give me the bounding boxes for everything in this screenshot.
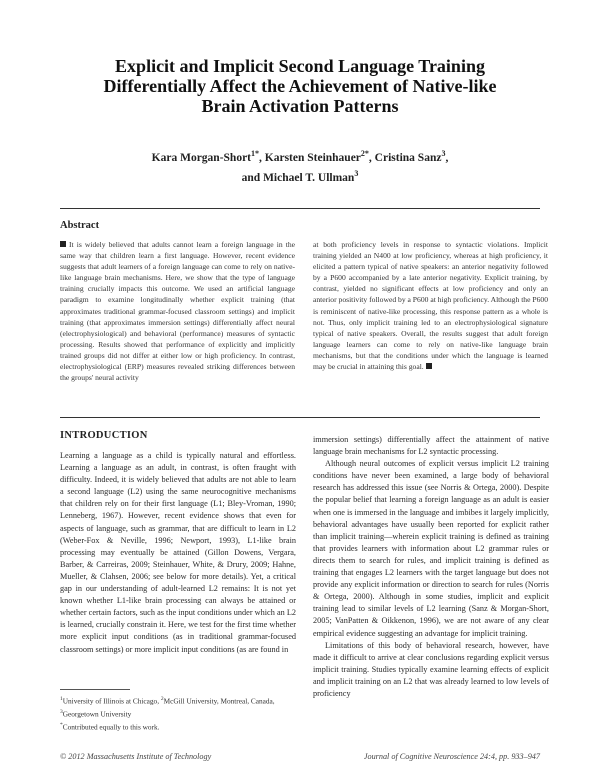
abstract-left-column <box>60 239 295 383</box>
abstract-bottom-rule <box>60 417 540 418</box>
abstract-text-right: at both proficiency levels in response to syntactic violations. Implicit training yielded an N400 at low proficiency, whereas at high proficiency, it elicited a pattern typical of native speakers: an anterior negativity followed by a P600 accompanied by a late anterior negativity. Explicit training, by contrast, yielded no significant effects at low proficiency and only an anterior positivity followed by a P600 at high proficiency. Although the P600 is reminiscent of native-like processing, this response pattern as a whole is not. Thus, only implicit training led to an electrophysiological signature typical of native speakers. Overall, the results suggest that adult foreign language learners can come to rely on native-like language brain mechanisms, but that the conditions under which the language is learned may be crucial in attaining this goal. <box>313 240 548 372</box>
author-name: Cristina Sanz <box>374 151 442 164</box>
introduction-right-column <box>313 434 549 700</box>
author-affiliation-mark: 3 <box>441 149 446 158</box>
contribution-note: Contributed equally to this work. <box>62 722 160 732</box>
abstract-heading: Abstract <box>60 220 100 231</box>
abstract-top-rule <box>60 208 540 209</box>
affiliation-mark: 3 <box>60 709 63 716</box>
abstract-right-column <box>313 239 548 372</box>
introduction-left-column <box>60 450 296 656</box>
body-paragraph: Although neural outcomes of explicit versus implicit L2 training conditions have never been examined, a large body of behavioral research has addressed this issue (see Norris & Ortega, 2000). Despite the popular belief that learning a foreign language as an adult is easier when one is immersed in the language and imbibes it largely implicitly, behavioral advantages have usually been reported for explicit rather than implicit training—wherein explicit training is defined as training that provides learners with information about L2 grammar rules or directs them to search for rules, and implicit training is defined as training that engages L2 learners with the target language but does not provide any explicit information or direction to search for rules (Norris & Ortega, 2000). Although in some studies, implicit and explicit training lead to similar levels of L2 learning (Sanz & Morgan-Short, 2005; VanPatten & Oikkenon, 1996), we are not aware of any clear empirical evidence suggesting an advantage for implicit training. <box>313 459 549 638</box>
affiliation-text: Georgetown University <box>62 709 132 719</box>
author-affiliation-mark: 1* <box>251 149 260 158</box>
abstract-start-marker-icon <box>60 241 66 247</box>
copyright-footer: © 2012 Massachusetts Institute of Technology <box>60 752 212 761</box>
body-paragraph: immersion settings) differentially affect the attainment of native language brain mechanisms for L2 syntactic processing. <box>313 435 549 457</box>
author-affiliation-mark: 3 <box>354 168 359 178</box>
body-paragraph: Limitations of this body of behavioral research, however, have made it difficult to arrive at clear conclusions regarding explicit versus implicit training. Studies typically examine learning effects of explicit and implicit training on an L2 that was already learned to low levels of proficiency <box>313 640 549 698</box>
affiliation-text: McGill University, Montreal, Canada, <box>163 696 275 706</box>
author-list: Kara Morgan-Short$^{1*}$, Karsten Steinhauer$^{2*}$, Cristina Sanz$^3$, and Michael T. Ullman$^3$ <box>151 149 449 184</box>
contribution-mark: * <box>60 722 63 729</box>
author-name: Kara Morgan-Short <box>151 151 252 164</box>
affiliation-mark: 2 <box>160 696 164 702</box>
author-name: Michael T. Ullman <box>263 171 355 184</box>
article-title: Explicit and Implicit Second Language Training Differentially Affect the Achievement of Native-like Brain Activation Patterns <box>103 56 497 116</box>
affiliation-text: University of Illinois at Chicago, <box>62 696 161 706</box>
introduction-heading: INTRODUCTION <box>60 430 148 441</box>
journal-citation-footer: Journal of Cognitive Neuroscience 24:4, pp. 933–947 <box>363 752 540 761</box>
author-name: Karsten Steinhauer <box>264 151 361 164</box>
footnote-rule <box>60 689 130 690</box>
footnote <box>60 694 296 733</box>
author-separator: , <box>259 151 265 164</box>
author-conjunction: and <box>241 171 264 184</box>
author-separator: , <box>368 151 375 164</box>
body-paragraph: Learning a language as a child is typically natural and effortless. Learning a language as an adult, in contrast, is often fraught with difficulty. Indeed, it is widely believed that adults are not able to learn a second language (L2) using the same neurocognitive mechanisms that children rely on for their first language (L1; Bley-Vroman, 1990; Lenneberg, 1967). However, recent evidence shows that even for aspects of language, such as grammar, that are difficult to learn in L2 (Weber-Fox & Neville, 1996; Newport, 1993), L1-like brain processing may eventually be attained (Gillon Dowens, Vergara, Barber, & Carreiras, 2009; Steinhauer, White, & Drury, 2009; Hahne, Mueller, & Clahsen, 2006; see below for more details). Yet, a critical gap in our understanding of adult-learned L2 remains: It is not yet known whether L1-like brain processing can always be attained or whether certain factors, such as the input conditions under which an L2 is learned, crucially constrain it. Here, we test for the first time whether more explicit input conditions (as in traditional grammar-focused classroom settings) or more implicit input conditions (as are found in <box>60 451 296 654</box>
author-affiliation-mark: 2* <box>360 149 369 158</box>
abstract-text-left: It is widely believed that adults cannot learn a foreign language in the same way that children learn a first language. However, recent evidence suggests that adult learners of a foreign language can come to rely on native-like language brain mechanisms. Here, we show that the type of language training crucially impacts this outcome. We used an artificial language paradigm to examine longitudinally whether explicit training (that approximates traditional grammar-focused classroom settings) and implicit training (that approximates immersion settings) differentially affect neural (electrophysiological) and behavioral (performance) measures of syntactic processing. Results showed that performance of explicitly and implicitly trained groups did not differ at either low or high proficiency. In contrast, electrophysiological (ERP) measures revealed striking differences between the groups' neural activity <box>60 240 295 383</box>
affiliation-mark: 1 <box>60 696 63 702</box>
abstract-end-marker-icon <box>426 363 432 369</box>
